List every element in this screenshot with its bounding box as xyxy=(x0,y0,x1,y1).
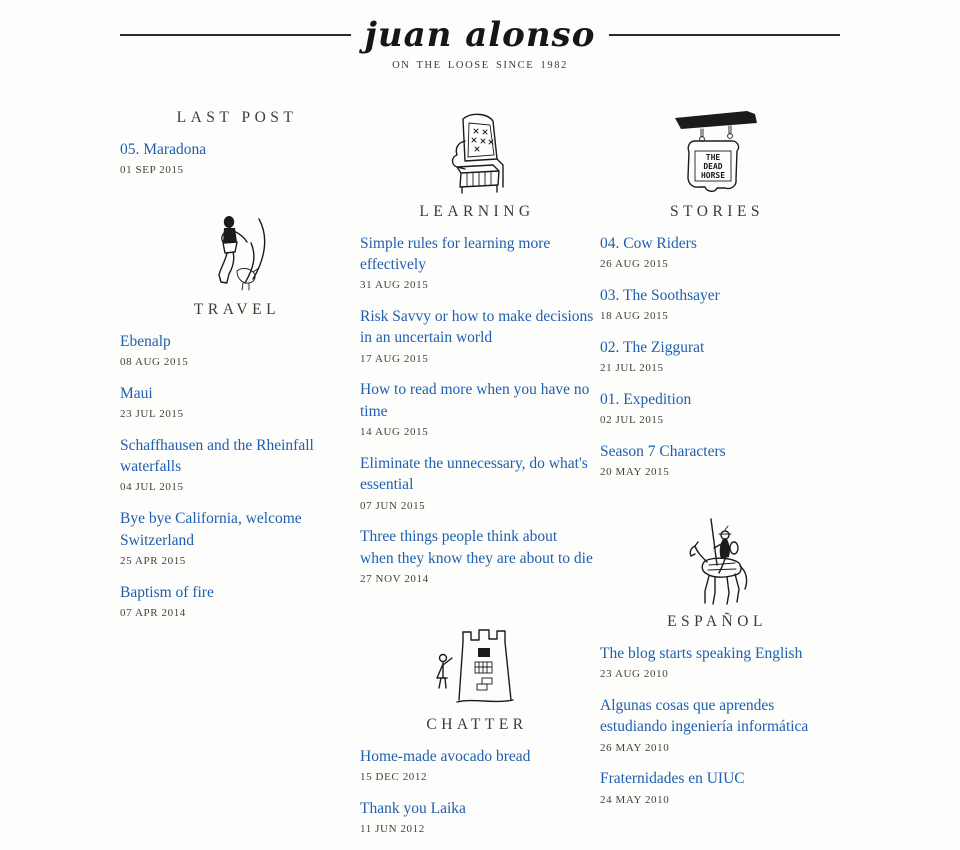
list-item xyxy=(120,582,354,620)
hiker-illustration xyxy=(179,213,295,293)
post-date: 27 NOV 2014 xyxy=(360,573,429,585)
section-last-post xyxy=(120,109,354,177)
list-item xyxy=(600,233,834,271)
post-link[interactable]: 02. The Ziggurat xyxy=(600,338,705,356)
post-date: 23 AUG 2010 xyxy=(600,668,669,681)
list-item xyxy=(360,746,594,784)
list-item xyxy=(120,383,354,421)
dead-horse-sign-illustration xyxy=(659,109,775,195)
post-date: 14 AUG 2015 xyxy=(360,426,429,439)
post-date: 15 DEC 2012 xyxy=(360,771,428,784)
post-link[interactable]: Three things people think about when they know they are about to die xyxy=(360,528,593,567)
post-link[interactable]: Season 7 Characters xyxy=(600,442,726,460)
list-item xyxy=(600,695,834,754)
main-columns xyxy=(120,109,840,850)
list-item xyxy=(360,379,594,438)
post-link[interactable]: 03. The Soothsayer xyxy=(600,286,720,304)
section-travel xyxy=(120,213,354,620)
section-chatter xyxy=(360,622,594,836)
section-stories xyxy=(600,109,834,479)
post-date: 11 JUN 2012 xyxy=(360,823,425,836)
sign-text-horse: HORSE xyxy=(700,170,726,180)
post-date: 17 AUG 2015 xyxy=(360,352,429,365)
title-block xyxy=(351,15,610,71)
post-link[interactable]: Simple rules for learning more effectively xyxy=(360,234,551,274)
list-item xyxy=(600,643,834,681)
post-date: 07 APR 2014 xyxy=(120,606,186,619)
post-date: 25 APR 2015 xyxy=(120,554,186,567)
espanol-heading: ESPAÑOL xyxy=(667,612,767,630)
post-date: 08 AUG 2015 xyxy=(120,356,189,369)
sign-text-dead: DEAD xyxy=(703,161,723,171)
post-link[interactable]: Baptism of fire xyxy=(120,583,214,601)
post-link[interactable]: 01. Expedition xyxy=(600,390,692,408)
don-quixote-illustration xyxy=(659,515,775,605)
post-date: 02 JUL 2015 xyxy=(600,414,664,427)
header-rule-left xyxy=(120,34,351,36)
travel-heading: TRAVEL xyxy=(193,300,281,318)
column-left xyxy=(120,109,354,850)
castle-tower-illustration xyxy=(419,622,535,708)
post-link[interactable]: Home-made avocado bread xyxy=(360,747,531,765)
post-link[interactable]: Algunas cosas que aprendes estudiando ingeniería informática xyxy=(600,696,809,736)
learning-heading: LEARNING xyxy=(419,202,535,220)
post-link[interactable]: How to read more when you have no time xyxy=(360,381,590,420)
post-link[interactable]: The blog starts speaking English xyxy=(600,644,803,662)
site-title[interactable]: juan alonso xyxy=(364,15,596,55)
section-espanol xyxy=(600,515,834,806)
page xyxy=(120,0,840,850)
section-learning xyxy=(360,109,594,586)
list-item xyxy=(600,768,834,806)
list-item xyxy=(360,453,594,512)
list-item xyxy=(120,331,354,369)
post-date: 31 AUG 2015 xyxy=(360,279,429,292)
post-link[interactable]: Risk Savvy or how to make decisions in an uncertain world xyxy=(360,308,594,347)
post-link[interactable]: Maui xyxy=(120,384,153,402)
list-item xyxy=(360,526,594,585)
post-link[interactable]: 04. Cow Riders xyxy=(600,234,697,252)
list-item xyxy=(120,508,354,567)
post-link[interactable]: Fraternidades en UIUC xyxy=(600,770,745,788)
stories-heading: STORIES xyxy=(669,202,765,220)
post-date: 23 JUL 2015 xyxy=(120,408,184,421)
list-item xyxy=(360,233,594,292)
column-right xyxy=(600,109,834,850)
post-link[interactable]: Eliminate the unnecessary, do what's essential xyxy=(360,454,588,494)
post-link[interactable]: 05. Maradona xyxy=(120,140,207,158)
site-tagline: ON THE LOOSE SINCE 1982 xyxy=(392,59,568,71)
post-link[interactable]: Ebenalp xyxy=(120,332,171,350)
post-date: 21 JUL 2015 xyxy=(600,362,664,375)
header-rule-right xyxy=(609,34,840,36)
list-item xyxy=(120,435,354,494)
site-header xyxy=(120,15,840,71)
post-date: 26 MAY 2010 xyxy=(600,741,670,754)
list-item xyxy=(600,337,834,375)
sign-text-the: THE xyxy=(705,152,721,162)
last-post-heading: LAST POST xyxy=(176,108,298,126)
post-date: 18 AUG 2015 xyxy=(600,310,669,323)
post-link[interactable]: Schaffhausen and the Rheinfall waterfalls xyxy=(120,436,314,476)
post-date: 24 MAY 2010 xyxy=(600,793,670,806)
armchair-illustration xyxy=(419,109,535,195)
list-item xyxy=(120,139,354,177)
post-link[interactable]: Thank you Laika xyxy=(360,799,466,817)
post-date: 01 SEP 2015 xyxy=(120,164,184,177)
list-item xyxy=(600,285,834,323)
column-middle xyxy=(360,109,594,850)
list-item xyxy=(600,389,834,427)
post-date: 26 AUG 2015 xyxy=(600,258,669,271)
post-date: 07 JUN 2015 xyxy=(360,499,426,512)
post-date: 04 JUL 2015 xyxy=(120,481,184,494)
list-item xyxy=(600,441,834,479)
post-link[interactable]: Bye bye California, welcome Switzerland xyxy=(120,510,302,549)
list-item xyxy=(360,306,594,365)
chatter-heading: CHATTER xyxy=(426,715,528,733)
post-date: 20 MAY 2015 xyxy=(600,466,670,479)
list-item xyxy=(360,798,594,836)
